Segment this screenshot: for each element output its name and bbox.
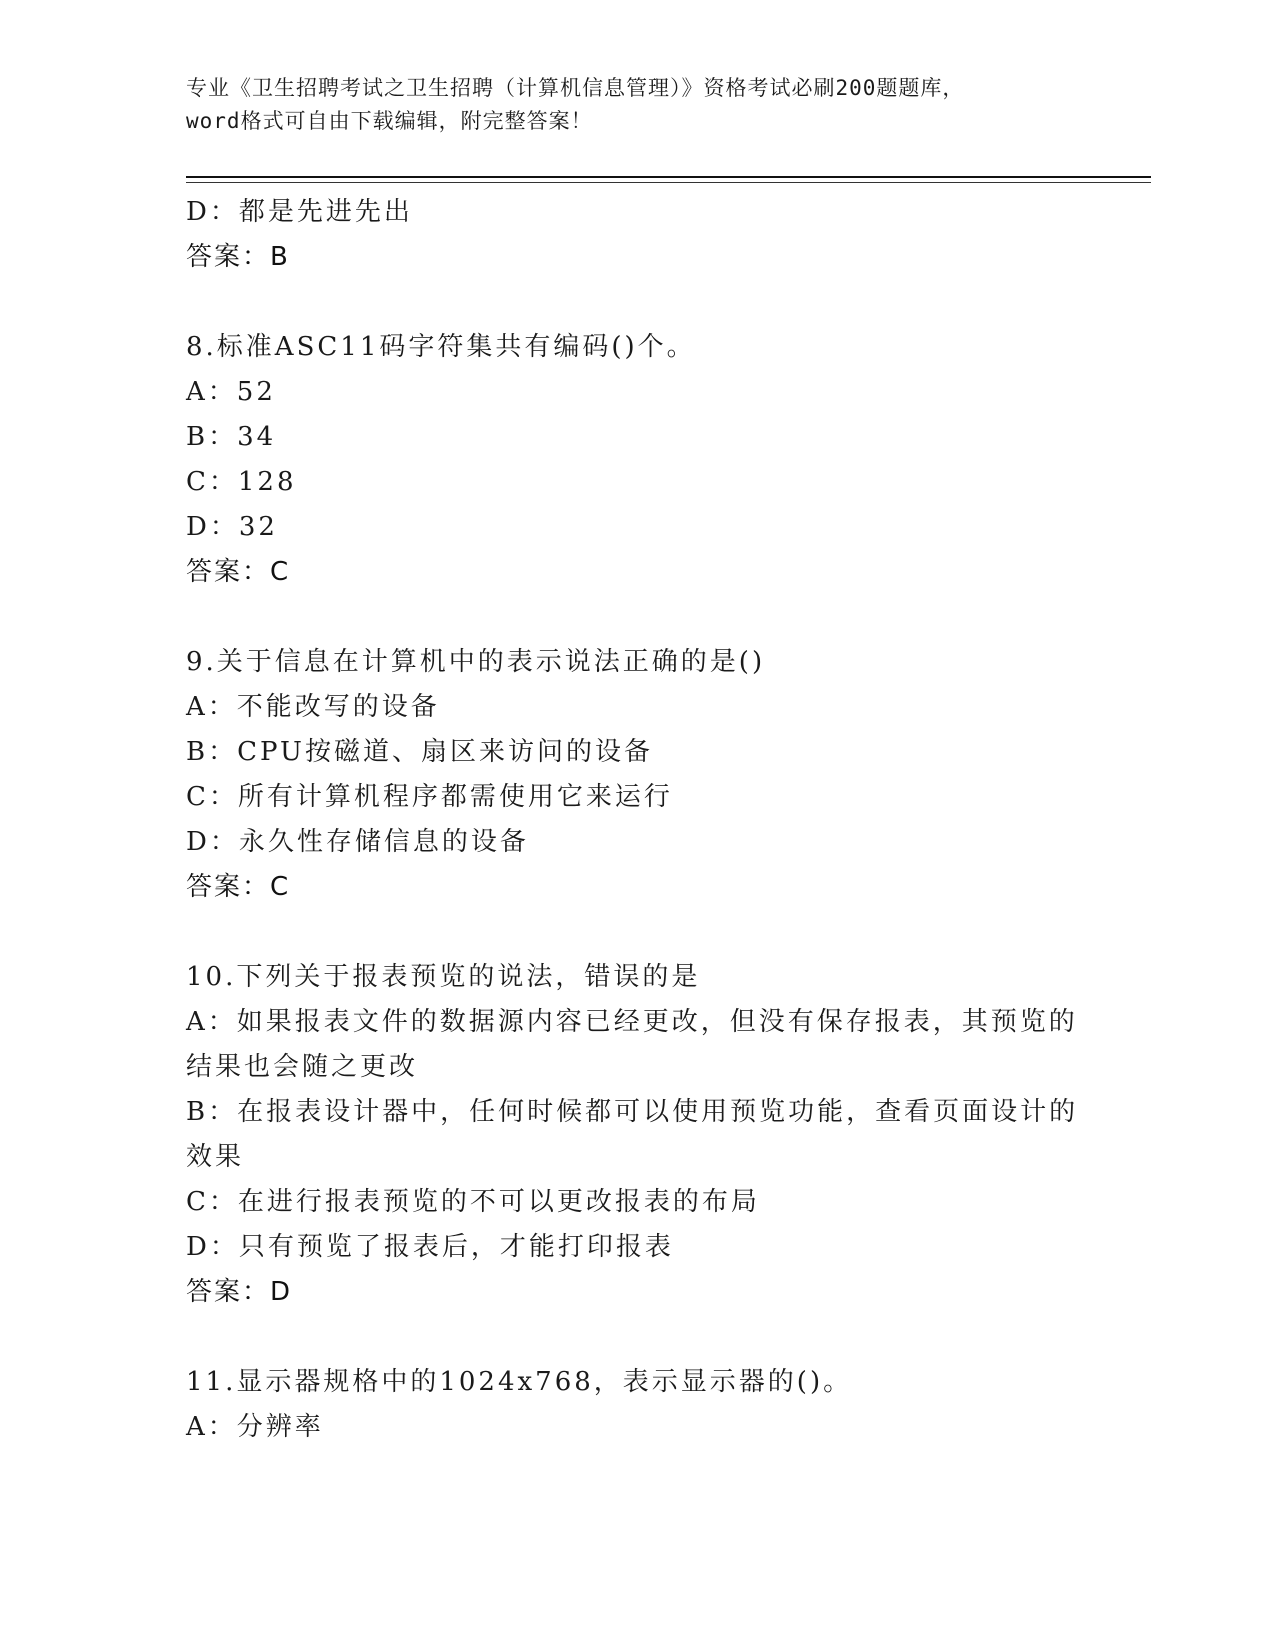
option-b: B：34 [186, 422, 277, 452]
option-d: D：32 [186, 512, 278, 542]
paragraph-gap [186, 910, 1086, 955]
option-a: A：不能改写的设备 [186, 692, 440, 722]
option-continuation: 效果 [186, 1142, 245, 1172]
option-continuation: 结果也会随之更改 [186, 1052, 419, 1082]
option-d: D：只有预览了报表后，才能打印报表 [186, 1232, 674, 1262]
option-b: B：CPU按磁道、扇区来访问的设备 [186, 737, 653, 767]
option-a: A：52 [186, 377, 276, 407]
option-b: B：在报表设计器中，任何时候都可以使用预览功能，查看页面设计的 [186, 1097, 1079, 1127]
option-a: A：分辨率 [186, 1412, 324, 1442]
option-c: C：在进行报表预览的不可以更改报表的布局 [186, 1187, 760, 1217]
answer-line: 答案：C [186, 872, 291, 902]
option-d: D：都是先进先出 [186, 197, 413, 227]
header-title-line-2: word格式可自由下载编辑，附完整答案！ [186, 109, 593, 133]
answer-line: 答案：C [186, 557, 291, 587]
option-c: C：128 [186, 467, 297, 497]
question-stem: 10.下列关于报表预览的说法，错误的是 [186, 962, 701, 992]
header-divider-thick [186, 176, 1151, 178]
question-content [186, 190, 1086, 1450]
paragraph-gap [186, 280, 1086, 325]
question-stem: 11.显示器规格中的1024x768，表示显示器的()。 [186, 1367, 853, 1397]
paragraph-gap [186, 595, 1086, 640]
option-a: A：如果报表文件的数据源内容已经更改，但没有保存报表，其预览的 [186, 1007, 1078, 1037]
answer-line: 答案：B [186, 242, 290, 272]
question-stem: 9.关于信息在计算机中的表示说法正确的是() [186, 647, 766, 677]
document-header [186, 72, 1086, 138]
paragraph-gap [186, 1315, 1086, 1360]
header-title-line-1: 专业《卫生招聘考试之卫生招聘（计算机信息管理）》资格考试必刷200题题库， [186, 76, 965, 100]
option-d: D：永久性存储信息的设备 [186, 827, 529, 857]
answer-line: 答案：D [186, 1277, 293, 1307]
option-c: C：所有计算机程序都需使用它来运行 [186, 782, 673, 812]
header-divider-thin [186, 182, 1151, 183]
question-stem: 8.标准ASC11码字符集共有编码()个。 [186, 332, 696, 362]
